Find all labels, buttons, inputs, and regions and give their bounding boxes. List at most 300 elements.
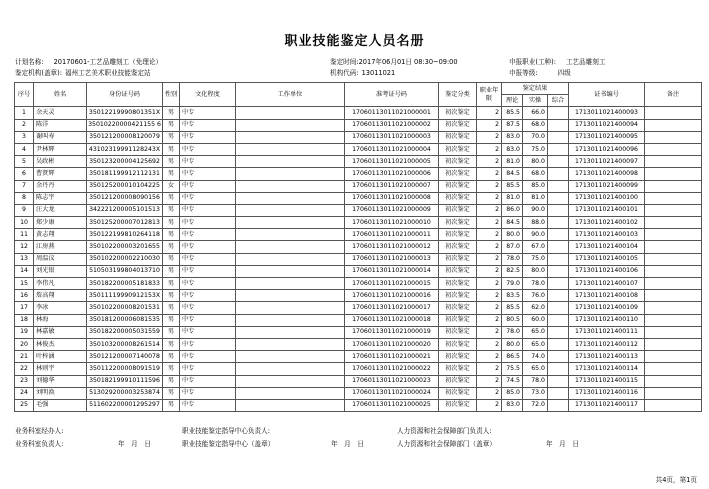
cell-overall [548, 314, 569, 326]
cell-practice: 90.0 [523, 229, 548, 241]
cell-category: 初次鉴定 [439, 399, 477, 411]
cell-id: 350102200008201531 [87, 302, 163, 314]
table-row [15, 278, 702, 290]
cell-exam-no: 17060113011021000022 [345, 363, 439, 375]
cell-edu: 中专 [180, 241, 236, 253]
cell-years: 2 [477, 217, 502, 229]
cell-practice: 75.0 [523, 143, 548, 155]
table-row [15, 229, 702, 241]
cell-edu: 中专 [180, 265, 236, 277]
cell-years: 2 [477, 387, 502, 399]
cell-note [645, 387, 702, 399]
cell-gender: 男 [163, 265, 180, 277]
cell-exam-no: 17060113011021000005 [345, 156, 439, 168]
cell-years: 2 [477, 314, 502, 326]
cell-category: 初次鉴定 [439, 375, 477, 387]
cell-id: 350182200005181833 [87, 278, 163, 290]
cell-edu: 中专 [180, 143, 236, 155]
cell-seq: 16 [15, 290, 34, 302]
cell-work [236, 363, 345, 375]
cell-name: 郑少康 [34, 217, 87, 229]
cell-exam-no: 17060113011021000009 [345, 204, 439, 216]
header-gender: 性别 [163, 83, 180, 107]
cell-cert: 1713011021400101 [569, 204, 645, 216]
cell-years: 2 [477, 229, 502, 241]
cell-work [236, 241, 345, 253]
cell-name: 李冰 [34, 302, 87, 314]
cell-cert: 1713011021400099 [569, 180, 645, 192]
footer-center-seal: 职业技能鉴定指导中心（盖章） [182, 440, 275, 448]
cell-gender: 男 [163, 351, 180, 363]
cell-edu: 中专 [180, 399, 236, 411]
cell-gender: 男 [163, 363, 180, 375]
cell-theory: 83.0 [502, 143, 523, 155]
cell-gender: 男 [163, 168, 180, 180]
table-row [15, 351, 702, 363]
cell-note [645, 278, 702, 290]
cell-seq: 11 [15, 229, 34, 241]
page-indicator: 共4页，第1页 [655, 476, 697, 484]
cell-work [236, 387, 345, 399]
cell-cert: 1713011021400102 [569, 217, 645, 229]
table-row [15, 338, 702, 350]
cell-years: 2 [477, 278, 502, 290]
table-row [15, 290, 702, 302]
time-info [330, 58, 458, 67]
header-id: 身份证号码 [87, 83, 163, 107]
table-row [15, 399, 702, 411]
cell-seq: 21 [15, 351, 34, 363]
cell-note [645, 119, 702, 131]
cell-theory: 83.5 [502, 290, 523, 302]
cell-edu: 中专 [180, 107, 236, 119]
header-edu: 文化程度 [180, 83, 236, 107]
cell-edu: 中专 [180, 204, 236, 216]
cell-practice: 65.0 [523, 326, 548, 338]
cell-practice: 65.0 [523, 363, 548, 375]
cell-id: 342221200005101513 [87, 204, 163, 216]
cell-exam-no: 17060113011021000002 [345, 119, 439, 131]
header-theory: 理论 [502, 95, 523, 107]
cell-exam-no: 17060113011021000017 [345, 302, 439, 314]
job-info [509, 58, 606, 67]
cell-practice: 65.0 [523, 338, 548, 350]
cell-gender: 男 [163, 278, 180, 290]
cell-edu: 中专 [180, 363, 236, 375]
cell-cert: 1713011021400100 [569, 192, 645, 204]
cell-overall [548, 253, 569, 265]
header-category: 鉴定分类 [439, 83, 477, 107]
cell-exam-no: 17060113011021000023 [345, 375, 439, 387]
cell-category: 初次鉴定 [439, 131, 477, 143]
header-exam-no: 准考证号码 [345, 83, 439, 107]
cell-name: 余天灵 [34, 107, 87, 119]
cell-overall [548, 290, 569, 302]
cell-note [645, 326, 702, 338]
cell-overall [548, 399, 569, 411]
cell-edu: 中专 [180, 387, 236, 399]
cell-note [645, 143, 702, 155]
cell-work [236, 180, 345, 192]
table-row [15, 241, 702, 253]
plan-info [15, 58, 162, 67]
cell-edu: 中专 [180, 156, 236, 168]
cell-category: 初次鉴定 [439, 180, 477, 192]
cell-name: 江房燕 [34, 241, 87, 253]
footer-date-3: 年 月 日 [546, 440, 579, 448]
cell-category: 初次鉴定 [439, 314, 477, 326]
cell-category: 初次鉴定 [439, 204, 477, 216]
cell-id: 350121200008120079 [87, 131, 163, 143]
cell-exam-no: 17060113011021000007 [345, 180, 439, 192]
cell-work [236, 338, 345, 350]
cell-note [645, 302, 702, 314]
code-info [330, 69, 395, 78]
cell-practice: 78.0 [523, 375, 548, 387]
table-row [15, 156, 702, 168]
cell-theory: 85.5 [502, 107, 523, 119]
cell-exam-no: 17060113011021000020 [345, 338, 439, 350]
cell-cert: 1713011021400112 [569, 338, 645, 350]
cell-overall [548, 326, 569, 338]
cell-seq: 5 [15, 156, 34, 168]
cell-gender: 男 [163, 229, 180, 241]
cell-years: 2 [477, 204, 502, 216]
header-cert: 证书编号 [569, 83, 645, 107]
cell-work [236, 399, 345, 411]
table-row [15, 131, 702, 143]
roster-table [14, 82, 702, 412]
cell-exam-no: 17060113011021000011 [345, 229, 439, 241]
cell-years: 2 [477, 156, 502, 168]
cell-practice: 68.0 [523, 168, 548, 180]
cell-name: 叶梓涵 [34, 351, 87, 363]
cell-theory: 80.0 [502, 229, 523, 241]
cell-gender: 男 [163, 387, 180, 399]
cell-cert: 1713011021400107 [569, 278, 645, 290]
cell-overall [548, 241, 569, 253]
cell-years: 2 [477, 351, 502, 363]
cell-exam-no: 17060113011021000003 [345, 131, 439, 143]
cell-id: 510503199804013710 [87, 265, 163, 277]
table-row [15, 363, 702, 375]
cell-cert: 1713011021400098 [569, 168, 645, 180]
cell-id: 350123200004125692 [87, 156, 163, 168]
cell-note [645, 204, 702, 216]
cell-edu: 中专 [180, 375, 236, 387]
cell-note [645, 253, 702, 265]
cell-seq: 13 [15, 253, 34, 265]
cell-overall [548, 338, 569, 350]
cell-theory: 78.0 [502, 326, 523, 338]
cell-edu: 中专 [180, 217, 236, 229]
cell-id: 35012219990801351X [87, 107, 163, 119]
cell-seq: 17 [15, 302, 34, 314]
cell-category: 初次鉴定 [439, 143, 477, 155]
cell-theory: 81.0 [502, 192, 523, 204]
cell-note [645, 180, 702, 192]
cell-theory: 80.0 [502, 338, 523, 350]
cell-id: 350122199810264118 [87, 229, 163, 241]
cell-gender: 男 [163, 399, 180, 411]
cell-name: 刘明涣 [34, 387, 87, 399]
header-years: 职业年限 [477, 83, 502, 107]
cell-practice: 90.0 [523, 204, 548, 216]
cell-work [236, 253, 345, 265]
cell-theory: 82.5 [502, 265, 523, 277]
cell-cert: 1713011021400116 [569, 387, 645, 399]
cell-name: 陈志宇 [34, 192, 87, 204]
cell-gender: 男 [163, 253, 180, 265]
cell-years: 2 [477, 326, 502, 338]
cell-work [236, 192, 345, 204]
cell-theory: 84.5 [502, 168, 523, 180]
cell-id: 35011119990912153X [87, 290, 163, 302]
cell-exam-no: 17060113011021000012 [345, 241, 439, 253]
cell-gender: 男 [163, 290, 180, 302]
cell-work [236, 143, 345, 155]
cell-exam-no: 17060113011021000013 [345, 253, 439, 265]
cell-practice: 80.0 [523, 265, 548, 277]
cell-seq: 25 [15, 399, 34, 411]
cell-cert: 1713011021400096 [569, 143, 645, 155]
cell-work [236, 204, 345, 216]
header-work: 工作单位 [236, 83, 345, 107]
cell-note [645, 399, 702, 411]
cell-cert: 1713011021400113 [569, 351, 645, 363]
cell-theory: 87.0 [502, 241, 523, 253]
cell-practice: 67.0 [523, 241, 548, 253]
footer-hr-head: 人力资源和社会保障部门负责人: [397, 427, 492, 435]
cell-edu: 中专 [180, 229, 236, 241]
header-note: 备注 [645, 83, 702, 107]
cell-gender: 男 [163, 156, 180, 168]
cell-category: 初次鉴定 [439, 156, 477, 168]
cell-seq: 15 [15, 278, 34, 290]
page-title: 职业技能鉴定人员名册 [284, 34, 425, 49]
cell-overall [548, 229, 569, 241]
cell-work [236, 131, 345, 143]
cell-category: 初次鉴定 [439, 351, 477, 363]
cell-years: 2 [477, 131, 502, 143]
cell-note [645, 351, 702, 363]
cell-theory: 85.5 [502, 302, 523, 314]
cell-years: 2 [477, 338, 502, 350]
cell-gender: 男 [163, 119, 180, 131]
cell-note [645, 168, 702, 180]
cell-note [645, 241, 702, 253]
cell-cert: 1713011021400108 [569, 290, 645, 302]
cell-name: 林嘉敏 [34, 326, 87, 338]
cell-gender: 女 [163, 180, 180, 192]
cell-id: 350103200008261514 [87, 338, 163, 350]
cell-overall [548, 180, 569, 192]
cell-exam-no: 17060113011021000001 [345, 107, 439, 119]
cell-practice: 81.0 [523, 192, 548, 204]
cell-theory: 87.5 [502, 119, 523, 131]
header-name: 姓名 [34, 83, 87, 107]
cell-id: 350181200006081535 [87, 314, 163, 326]
cell-seq: 14 [15, 265, 34, 277]
cell-name: 曹贤辉 [34, 168, 87, 180]
cell-edu: 中专 [180, 326, 236, 338]
cell-edu: 中专 [180, 253, 236, 265]
plan-value: 20170601-工艺品雕刻工（免理论） [53, 58, 163, 66]
level-info [509, 69, 571, 78]
cell-seq: 10 [15, 217, 34, 229]
cell-edu: 中专 [180, 168, 236, 180]
cell-cert: 1713011021400103 [569, 229, 645, 241]
cell-years: 2 [477, 399, 502, 411]
cell-years: 2 [477, 241, 502, 253]
cell-work [236, 217, 345, 229]
table-row [15, 253, 702, 265]
time-label: 鉴定时间: [330, 58, 359, 66]
cell-id: 350121200007140078 [87, 351, 163, 363]
cell-overall [548, 107, 569, 119]
cell-id: 350121200008090156 [87, 192, 163, 204]
cell-id: 513029200003253874 [87, 387, 163, 399]
cell-practice: 60.0 [523, 314, 548, 326]
cell-years: 2 [477, 265, 502, 277]
cell-overall [548, 363, 569, 375]
cell-edu: 中专 [180, 302, 236, 314]
cell-id: 350125200010104225 [87, 180, 163, 192]
cell-exam-no: 17060113011021000024 [345, 387, 439, 399]
cell-note [645, 314, 702, 326]
cell-note [645, 338, 702, 350]
cell-theory: 84.5 [502, 217, 523, 229]
header-practice: 实操 [523, 95, 548, 107]
cell-gender: 男 [163, 143, 180, 155]
cell-name: 林俊杰 [34, 338, 87, 350]
cell-seq: 19 [15, 326, 34, 338]
plan-label: 计划名称: [15, 58, 44, 66]
cell-name: 刘德华 [34, 375, 87, 387]
cell-theory: 78.0 [502, 253, 523, 265]
cell-exam-no: 17060113011021000008 [345, 192, 439, 204]
cell-edu: 中专 [180, 278, 236, 290]
cell-practice: 78.0 [523, 278, 548, 290]
cell-overall [548, 375, 569, 387]
cell-work [236, 326, 345, 338]
cell-overall [548, 265, 569, 277]
cell-seq: 23 [15, 375, 34, 387]
cell-years: 2 [477, 375, 502, 387]
table-row [15, 192, 702, 204]
cell-note [645, 192, 702, 204]
cell-seq: 7 [15, 180, 34, 192]
cell-edu: 中专 [180, 290, 236, 302]
cell-overall [548, 204, 569, 216]
cell-note [645, 217, 702, 229]
org-label: 鉴定机构(盖章): [15, 69, 62, 77]
cell-gender: 男 [163, 241, 180, 253]
cell-gender: 男 [163, 375, 180, 387]
cell-overall [548, 168, 569, 180]
cell-exam-no: 17060113011021000019 [345, 326, 439, 338]
cell-cert: 1713011021400114 [569, 363, 645, 375]
table-row [15, 107, 702, 119]
cell-name: 周温汶 [34, 253, 87, 265]
cell-work [236, 229, 345, 241]
cell-theory: 86.0 [502, 204, 523, 216]
level-value: 四级 [557, 69, 571, 77]
cell-seq: 6 [15, 168, 34, 180]
cell-cert: 1713011021400104 [569, 241, 645, 253]
cell-theory: 86.5 [502, 351, 523, 363]
cell-name: 林则宇 [34, 363, 87, 375]
cell-note [645, 156, 702, 168]
footer-handler: 业务科室经办人: [15, 427, 64, 435]
cell-edu: 中专 [180, 314, 236, 326]
cell-cert: 1713011021400106 [569, 265, 645, 277]
cell-category: 初次鉴定 [439, 338, 477, 350]
cell-category: 初次鉴定 [439, 119, 477, 131]
cell-gender: 男 [163, 302, 180, 314]
table-row [15, 314, 702, 326]
cell-seq: 24 [15, 387, 34, 399]
cell-theory: 80.5 [502, 314, 523, 326]
cell-name: 陈洋 [34, 119, 87, 131]
header-result: 鉴定结果 [502, 83, 569, 95]
cell-theory: 74.5 [502, 375, 523, 387]
cell-cert: 1713011021400094 [569, 119, 645, 131]
cell-overall [548, 119, 569, 131]
cell-id: 350102200003201655 [87, 241, 163, 253]
table-row [15, 387, 702, 399]
cell-practice: 70.0 [523, 131, 548, 143]
cell-years: 2 [477, 290, 502, 302]
cell-gender: 男 [163, 326, 180, 338]
cell-seq: 1 [15, 107, 34, 119]
org-info [15, 69, 151, 78]
cell-seq: 3 [15, 131, 34, 143]
cell-category: 初次鉴定 [439, 217, 477, 229]
cell-overall [548, 131, 569, 143]
cell-edu: 中专 [180, 180, 236, 192]
cell-theory: 75.5 [502, 363, 523, 375]
roster-body [15, 107, 702, 412]
cell-id: 350182199910111596 [87, 375, 163, 387]
job-label: 申报职业(工种): [509, 58, 556, 66]
cell-cert: 1713011021400117 [569, 399, 645, 411]
cell-practice: 76.0 [523, 290, 548, 302]
table-row [15, 204, 702, 216]
cell-exam-no: 17060113011021000015 [345, 278, 439, 290]
cell-overall [548, 143, 569, 155]
level-label: 申报等级: [509, 69, 538, 77]
cell-theory: 79.0 [502, 278, 523, 290]
cell-theory: 83.0 [502, 399, 523, 411]
cell-name: 谢叫寿 [34, 131, 87, 143]
cell-gender: 男 [163, 107, 180, 119]
time-value: 2017年06月01日 08:30~09:00 [358, 58, 458, 66]
cell-theory: 85.5 [502, 180, 523, 192]
cell-cert: 1713011021400097 [569, 156, 645, 168]
cell-cert: 1713011021400093 [569, 107, 645, 119]
cell-years: 2 [477, 107, 502, 119]
cell-years: 2 [477, 168, 502, 180]
cell-edu: 中专 [180, 192, 236, 204]
cell-years: 2 [477, 192, 502, 204]
cell-seq: 4 [15, 143, 34, 155]
cell-category: 初次鉴定 [439, 290, 477, 302]
cell-seq: 20 [15, 338, 34, 350]
cell-years: 2 [477, 180, 502, 192]
cell-work [236, 107, 345, 119]
cell-years: 2 [477, 253, 502, 265]
